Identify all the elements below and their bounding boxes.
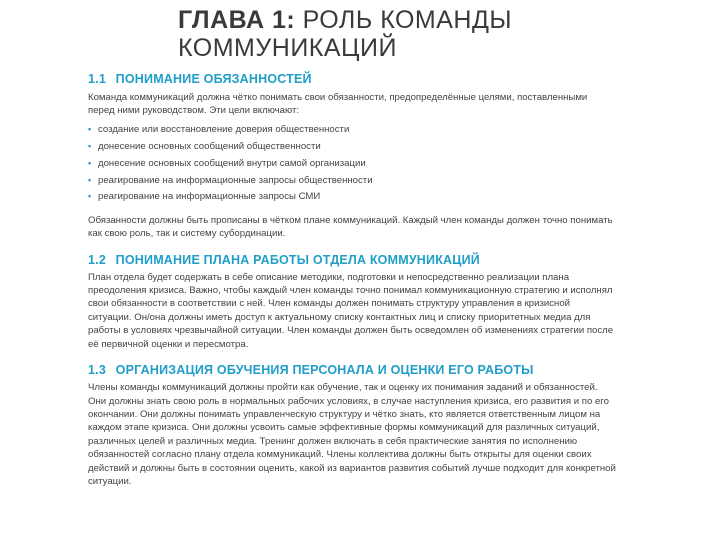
chapter-title: [178, 6, 618, 62]
list-item: [88, 190, 616, 203]
section-1-3-body: Члены команды коммуникаций должны пройти как обучение, так и оценку их понимания заданий и обязанностей. Они должны знать свою роль в нормальных рабочих условиях, в случае наступления кризиса, его развития и по его окончании. Они должны понимать управленческую структуру и чётко знать, кто является ответственным лицом на каждом этапе кризиса. Они должны усвоить самые эффективные формы коммуникаций для различных ситуаций, различных целей и различных медиа. Тренинг должен включать в себя практические занятия по исполнению обязанностей согласно плану отдела коммуникаций. Члены коллектива должны быть открыты для оценки своих действий и должны быть в состоянии оценить, какой из вариантов развития событий лучше подходит для конкретной ситуации.: [88, 382, 616, 487]
list-item-text: донесение основных сообщений общественности: [98, 140, 321, 152]
section-heading-1-1: [88, 72, 616, 87]
section-1-1-intro: Команда коммуникаций должна чётко понимать свои обязанности, предопределённые целями, поставленными перед ними руководством. Эти цели включают:: [88, 92, 588, 117]
section-number: 1.2: [88, 252, 106, 267]
list-item-text: реагирование на информационные запросы общественности: [98, 174, 373, 186]
section-number: 1.1: [88, 72, 106, 86]
document-content: [88, 72, 616, 488]
list-item: [88, 140, 616, 153]
list-item: [88, 157, 616, 170]
list-item-text: донесение основных сообщений внутри самой организации: [98, 157, 366, 169]
list-item-text: создание или восстановление доверия общественности: [98, 123, 350, 135]
bullet-icon: •: [88, 174, 92, 185]
section-heading-text: ПОНИМАНИЕ ОБЯЗАННОСТЕЙ: [115, 72, 312, 86]
list-item: [88, 174, 616, 187]
section-heading-text: ПОНИМАНИЕ ПЛАНА РАБОТЫ ОТДЕЛА КОММУНИКАЦИЙ: [115, 252, 480, 267]
chapter-title-text: РОЛЬ КОМАНДЫ КОММУНИКАЦИЙ: [178, 6, 513, 62]
bullet-icon: •: [88, 191, 92, 202]
section-1-1-outro: Обязанности должны быть прописаны в чётком плане коммуникаций. Каждый член команды должен точно понимать как свою роль, так и систему субординации.: [88, 214, 613, 240]
bullet-icon: •: [88, 140, 92, 151]
list-item: [88, 123, 616, 136]
chapter-prefix: ГЛАВА 1:: [178, 6, 296, 34]
section-heading-text: ОРГАНИЗАЦИЯ ОБУЧЕНИЯ ПЕРСОНАЛА И ОЦЕНКИ ЕГО РАБОТЫ: [115, 363, 534, 378]
responsibilities-list: [88, 123, 616, 204]
section-1-2-body: План отдела будет содержать в себе описание методики, подготовки и непосредственно реализации плана преодоления кризиса. Важно, чтобы каждый член команды точно понимал коммуникационную стратегию и исполнял свои обязанности в соответствии с ней. Член команды должен понимать структуру управления в кризисной ситуации. Он/она должны иметь доступ к актуальному списку контактных лиц и списку приоритетных медиа для работы в условиях чрезвычайной ситуации. Член команды должен быть осведомлен об изменениях стратегии после её первичной оценки и пересмотра.: [88, 271, 614, 350]
bullet-icon: •: [88, 157, 92, 168]
bullet-icon: •: [88, 123, 92, 134]
list-item-text: реагирование на информационные запросы СМИ: [98, 191, 321, 203]
section-heading-1-3: [88, 363, 616, 378]
section-number: 1.3: [88, 363, 106, 378]
section-heading-1-2: [88, 253, 616, 268]
